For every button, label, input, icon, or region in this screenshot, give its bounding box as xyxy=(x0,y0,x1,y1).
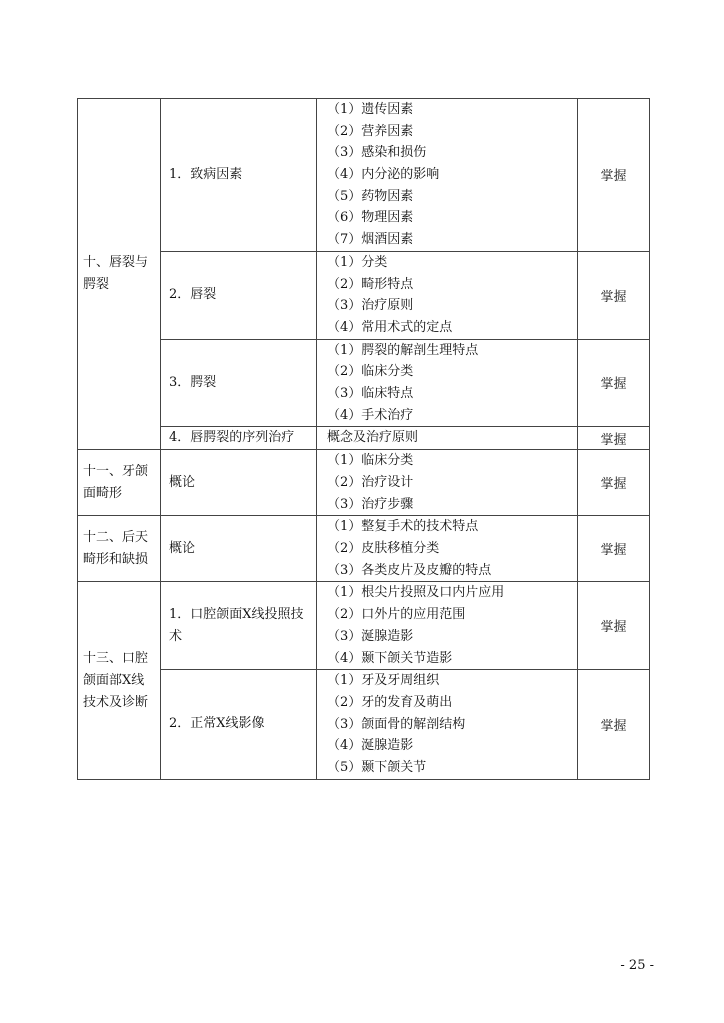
page-number: - 25 - xyxy=(620,958,654,973)
list-item: （2）口外片的应用范围 xyxy=(327,607,466,623)
requirement-cell: 掌握 xyxy=(578,450,650,516)
table-row xyxy=(78,427,650,450)
list-item: （1）牙及牙周组织 xyxy=(327,673,440,689)
list-item: （5）颞下颌关节 xyxy=(327,759,427,775)
list-item: （2）牙的发育及萌出 xyxy=(327,694,453,710)
list-item: （5）药物因素 xyxy=(327,188,414,204)
items-cell xyxy=(317,670,578,779)
topic-cell: 1．致病因素 xyxy=(161,99,317,252)
items-cell xyxy=(317,450,578,516)
list-item: （4）颞下颌关节造影 xyxy=(327,650,453,666)
list-item: （4）内分泌的影响 xyxy=(327,167,440,183)
requirement-cell: 掌握 xyxy=(578,339,650,427)
list-item: （2）治疗设计 xyxy=(327,475,414,490)
list-item: （3）感染和损伤 xyxy=(327,145,427,161)
list-item: （1）根尖片投照及口内片应用 xyxy=(327,585,505,601)
list-item: （2）皮肤移植分类 xyxy=(327,541,440,557)
items-cell xyxy=(317,339,578,427)
list-item: （1）临床分类 xyxy=(327,453,414,469)
items-cell xyxy=(317,99,578,252)
unit-title: 十、唇裂与腭裂 xyxy=(78,99,161,450)
items-cell xyxy=(317,516,578,582)
list-item: （4）常用术式的定点 xyxy=(327,319,453,335)
list-item: （3）涎腺造影 xyxy=(327,628,414,644)
requirement-cell: 掌握 xyxy=(578,582,650,670)
topic-cell: 1．口腔颌面X线投照技术 xyxy=(161,582,317,670)
list-item: （7）烟酒因素 xyxy=(327,232,414,248)
list-item: （6）物理因素 xyxy=(327,210,414,226)
requirement-cell: 掌握 xyxy=(578,99,650,252)
table-row xyxy=(78,670,650,779)
topic-cell: 2．唇裂 xyxy=(161,251,317,339)
syllabus-table xyxy=(77,98,650,780)
topic-cell: 2．正常X线影像 xyxy=(161,670,317,779)
list-item: （1）腭裂的解剖生理特点 xyxy=(327,342,479,358)
table-row xyxy=(78,339,650,427)
list-item: （3）治疗原则 xyxy=(327,298,414,314)
topic-cell: 概论 xyxy=(161,516,317,582)
list-item: （3）临床特点 xyxy=(327,385,414,401)
topic-cell: 3．腭裂 xyxy=(161,339,317,427)
list-item: 概念及治疗原则 xyxy=(327,430,419,446)
list-item: （4）手术治疗 xyxy=(327,407,414,423)
list-item: （2）畸形特点 xyxy=(327,276,414,292)
topic-cell: 4．唇腭裂的序列治疗 xyxy=(161,427,317,450)
list-item: （2）临床分类 xyxy=(327,364,414,380)
requirement-cell: 掌握 xyxy=(578,516,650,582)
items-cell xyxy=(317,582,578,670)
items-cell xyxy=(317,251,578,339)
list-item: （1）分类 xyxy=(327,254,388,270)
topic-cell: 概论 xyxy=(161,450,317,516)
list-item: （2）营养因素 xyxy=(327,123,414,139)
requirement-cell: 掌握 xyxy=(578,251,650,339)
unit-title: 十一、牙颌面畸形 xyxy=(78,450,161,516)
list-item: （4）涎腺造影 xyxy=(327,738,414,754)
list-item: （1）遗传因素 xyxy=(327,102,414,117)
list-item: （3）颌面骨的解剖结构 xyxy=(327,716,466,732)
table-row xyxy=(78,251,650,339)
table-row xyxy=(78,516,650,582)
requirement-cell: 掌握 xyxy=(578,427,650,450)
unit-title: 十二、后天畸形和缺损 xyxy=(78,516,161,582)
list-item: （3）治疗步骤 xyxy=(327,496,414,512)
items-cell xyxy=(317,427,578,450)
table-row xyxy=(78,99,650,252)
list-item: （1）整复手术的技术特点 xyxy=(327,519,479,535)
list-item: （3）各类皮片及皮瓣的特点 xyxy=(327,562,492,578)
table-row xyxy=(78,450,650,516)
unit-title: 十三、口腔颌面部X线技术及诊断 xyxy=(78,582,161,779)
requirement-cell: 掌握 xyxy=(578,670,650,779)
table-row xyxy=(78,582,650,670)
